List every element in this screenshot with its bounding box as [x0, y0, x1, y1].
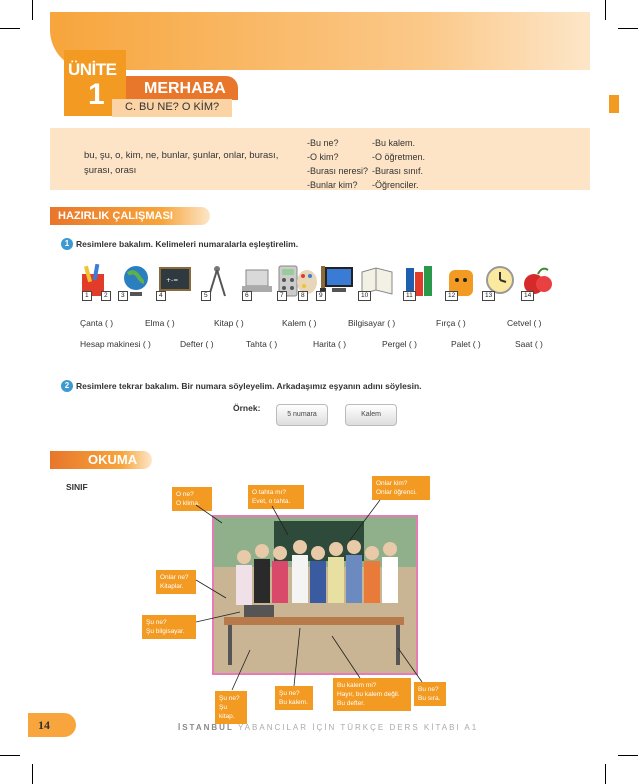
page-number: 14	[38, 718, 50, 732]
icon-number-box: 11	[403, 291, 416, 301]
page-subtitle: C. BU NE? O KİM?	[125, 101, 220, 113]
answer: -O öğretmen.	[372, 152, 426, 162]
exercise-number: 2	[61, 380, 73, 392]
question: -Bu ne?	[307, 138, 339, 148]
question: -Bunlar kim?	[307, 180, 358, 190]
book-title-city: İSTANBUL	[178, 723, 234, 732]
icon-number-box: 3	[118, 291, 128, 301]
vocab-word: Palet ( )	[451, 339, 481, 349]
answer: -Öğrenciler.	[372, 180, 419, 190]
icon-number-box: 5	[201, 291, 211, 301]
book-title-rest: YABANCILAR İÇİN TÜRKÇE DERS KİTABI A1	[233, 723, 479, 732]
callout-text: Şu ne? Şu bilgisayar.	[146, 619, 185, 635]
vocab-word: Hesap makinesi ( )	[80, 339, 151, 349]
vocab-word: Pergel ( )	[382, 339, 417, 349]
callout-text: Bu ne? Bu sıra.	[418, 686, 441, 702]
speech-bubble: Kalem	[345, 404, 397, 426]
callout-text: Bu kalem mi? Hayır, bu kalem değil. Bu defter.	[337, 682, 400, 707]
icon-number-box: 9	[316, 291, 326, 301]
vocab-word: Bilgisayar ( )	[348, 318, 396, 328]
vocab-word: Çanta ( )	[80, 318, 114, 328]
icon-number-box: 12	[445, 291, 458, 301]
exercise-instruction: Resimlere tekrar bakalım. Bir numara söyleyelim. Arkadaşımız eşyanın adını söylesin.	[76, 381, 422, 391]
exercise-instruction: Resimlere bakalım. Kelimeleri numaralarla eşleştirelim.	[76, 239, 299, 249]
callout-text: O tahta mı? Evet, o tahta.	[252, 489, 291, 505]
answer: -Bu kalem.	[372, 138, 416, 148]
icon-number-box: 2	[101, 291, 111, 301]
vocab-word: Cetvel ( )	[507, 318, 542, 328]
icon-number-box: 8	[298, 291, 308, 301]
vocab-word: Fırça ( )	[436, 318, 466, 328]
vocab-word: Kitap ( )	[214, 318, 244, 328]
callout-text: O ne? O klima.	[176, 491, 200, 507]
icon-number-box: 14	[521, 291, 534, 301]
icon-number-box: 13	[482, 291, 495, 301]
question: -Burası neresi?	[307, 166, 369, 176]
question: -O kim?	[307, 152, 339, 162]
page-number-tab	[28, 713, 76, 737]
book-title	[178, 723, 478, 732]
vocab-word: Elma ( )	[145, 318, 175, 328]
vocab-word: Saat ( )	[515, 339, 543, 349]
page-title: MERHABA	[144, 80, 226, 97]
callout-text: Onlar ne? Kitaplar.	[160, 574, 189, 590]
vocab-word: Defter ( )	[180, 339, 214, 349]
unit-number: 1	[88, 78, 105, 111]
vocab-word: Harita ( )	[313, 339, 347, 349]
example-label: Örnek:	[233, 403, 261, 413]
section-label: SINIF	[66, 482, 88, 492]
speech-bubble: 5 numara	[276, 404, 328, 426]
icon-number-box: 1	[82, 291, 92, 301]
section-heading-okuma: OKUMA	[50, 451, 152, 469]
icon-number-box: 7	[277, 291, 287, 301]
callout-text: Şu ne? Bu kalem.	[279, 690, 308, 706]
svg-text:+-=: +-=	[166, 277, 179, 284]
vocab-word: Tahta ( )	[246, 339, 278, 349]
unit-label: ÜNİTE	[68, 60, 117, 79]
callout-text: Onlar kim? Onlar öğrenci.	[376, 480, 417, 496]
icon-number-box: 6	[242, 291, 252, 301]
answer: -Burası sınıf.	[372, 166, 424, 176]
icon-number-box: 10	[358, 291, 371, 301]
exercise-number: 1	[61, 238, 73, 250]
icon-number-box: 4	[156, 291, 166, 301]
grammar-words: bu, şu, o, kim, ne, bunlar, şunlar, onlar, burası, şurası, orası	[84, 150, 279, 176]
callout-text: Şu ne? Şu kitap.	[219, 695, 240, 720]
section-heading-hazirlik: HAZIRLIK ÇALIŞMASI	[50, 207, 210, 225]
vocab-word: Kalem ( )	[282, 318, 317, 328]
